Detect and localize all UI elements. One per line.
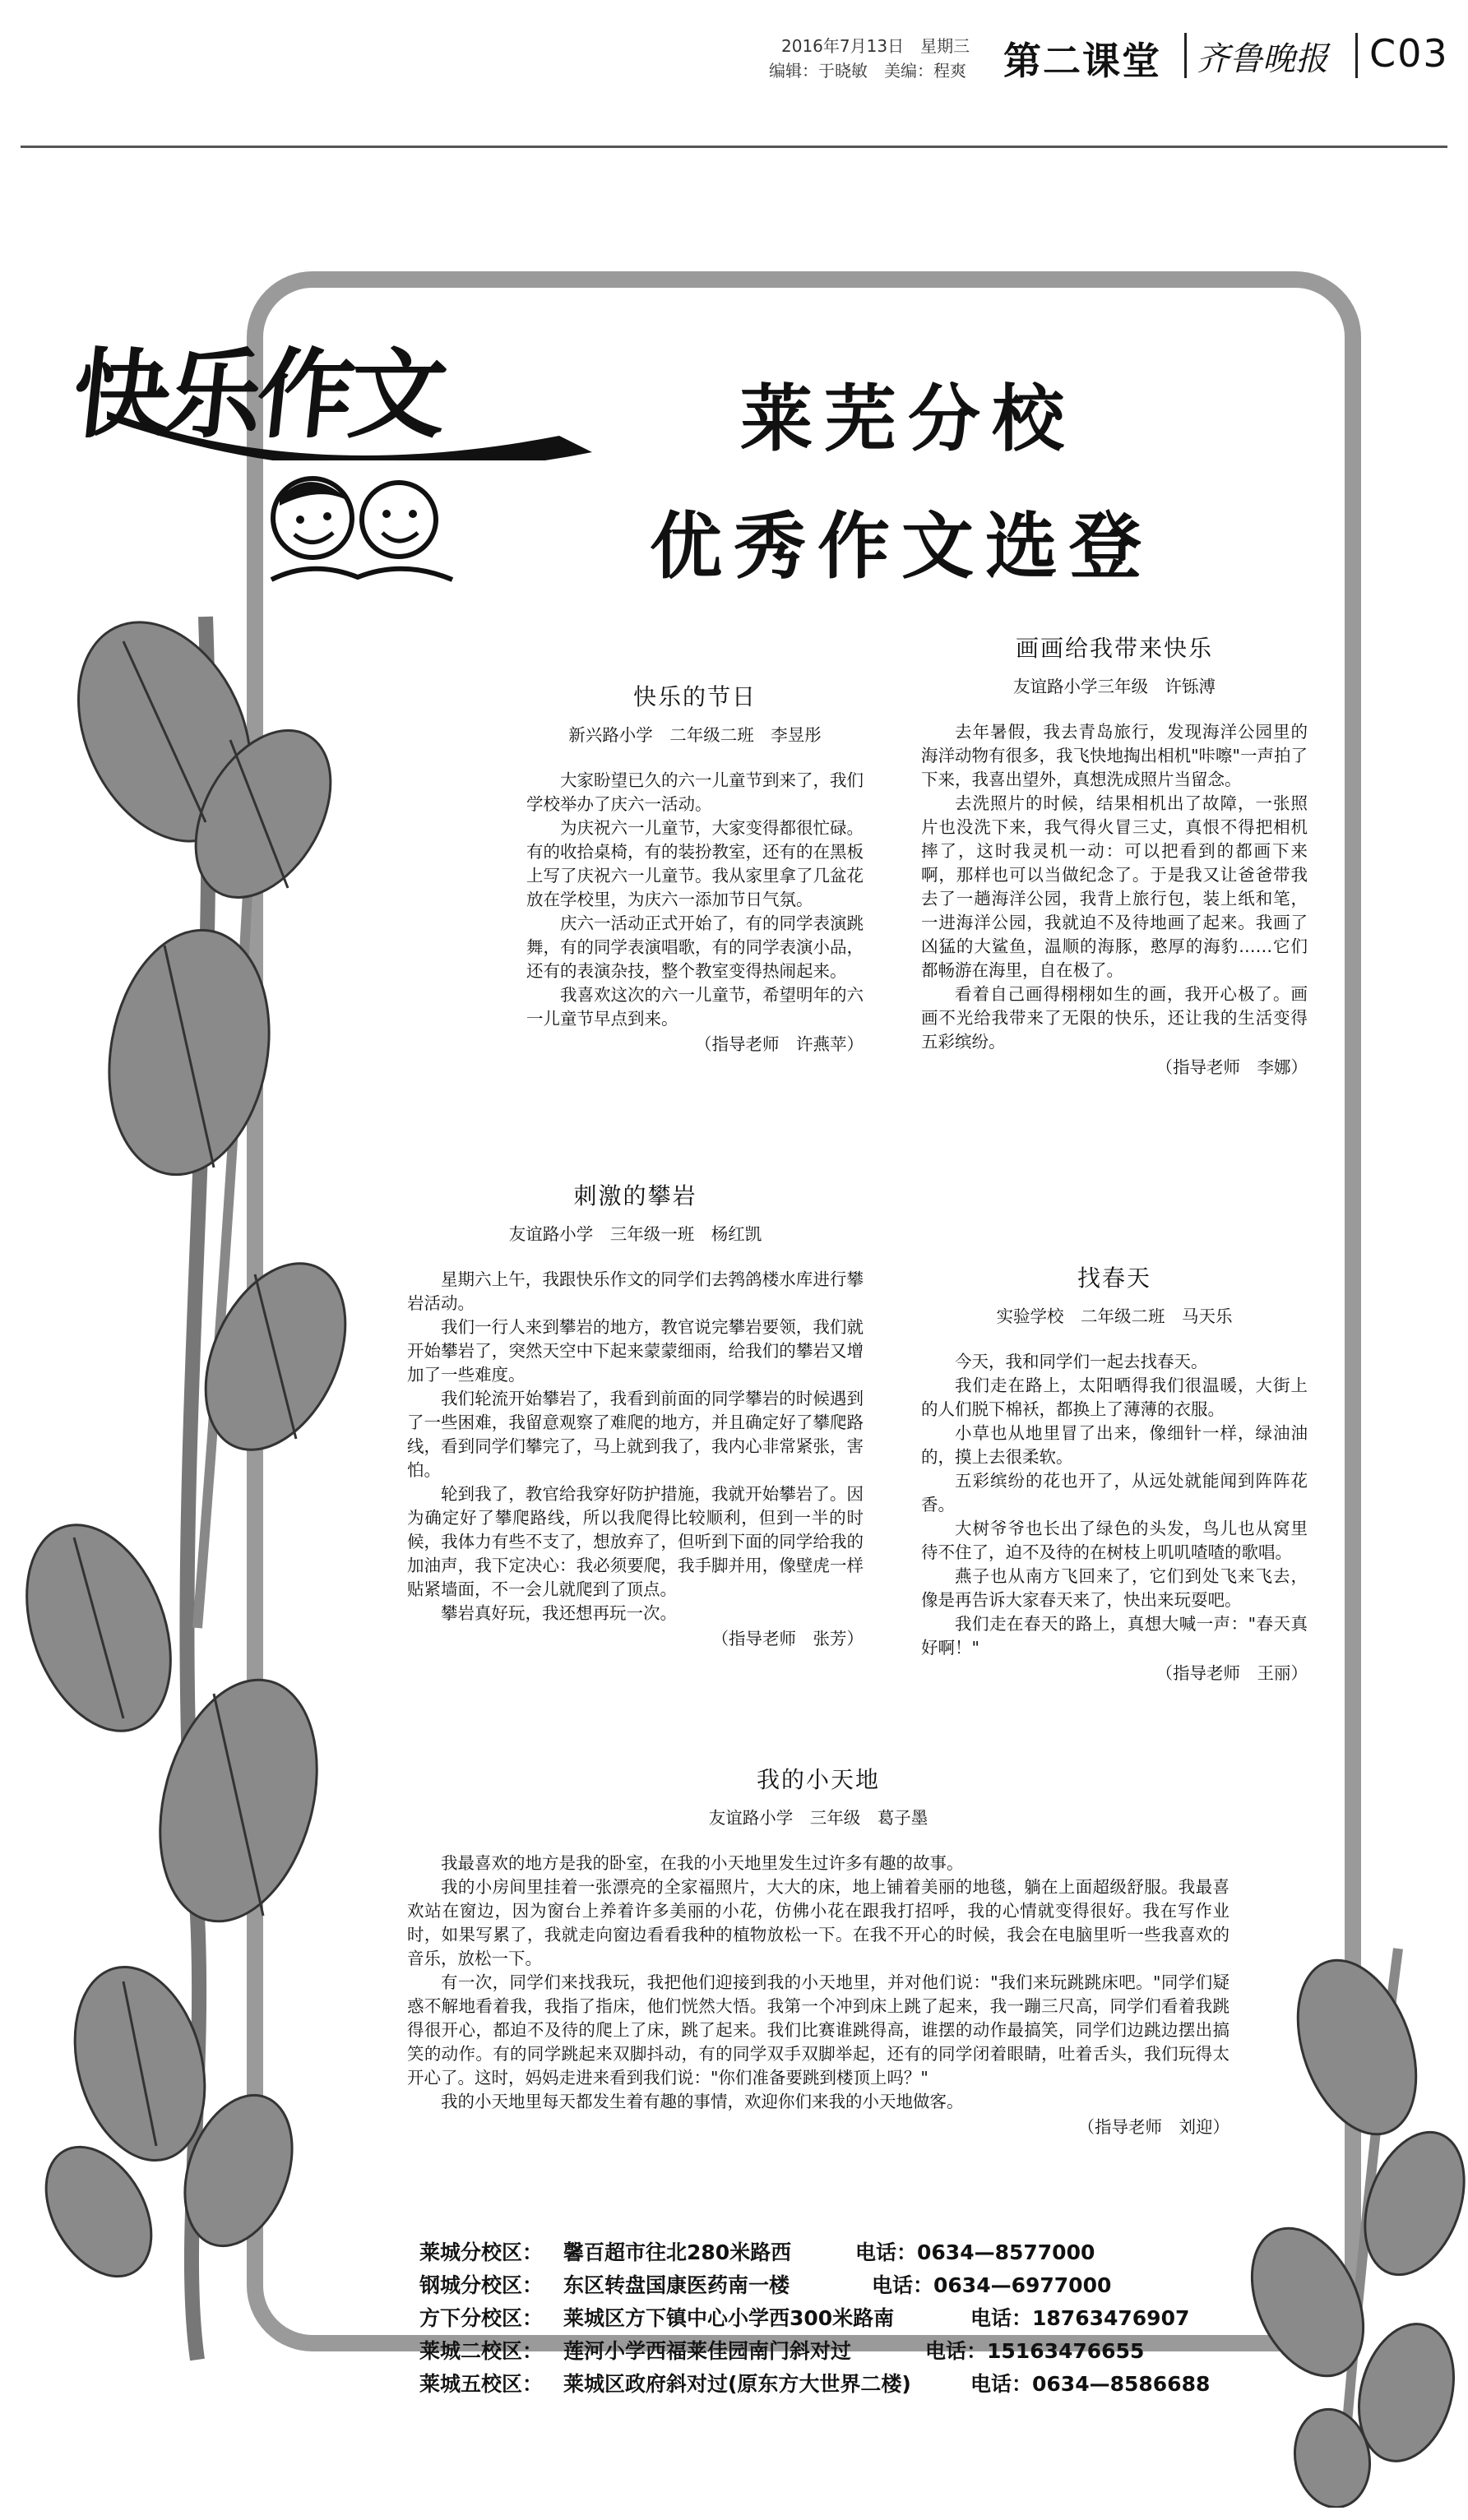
article-happy-festival xyxy=(526,685,864,1057)
phone-label: 电话： xyxy=(872,2273,934,2297)
article-paragraph: 我们轮流开始攀岩了，我看到前面的同学攀岩的时候遇到了一些困难，我留意观察了难爬的地方，并且确定好了攀爬路线，看到同学们攀完了，马上就到我了，我内心非常紧张，害怕。 xyxy=(407,1389,864,1480)
page-number: C03 xyxy=(1369,31,1449,76)
campus-address-row xyxy=(419,2269,1210,2302)
article-paragraph: 小草也从地里冒了出来，像细针一样，绿油油的，摸上去很柔软。 xyxy=(921,1423,1308,1467)
article-paragraph: 庆六一活动正式开始了，有的同学表演跳舞，有的同学表演唱歌，有的同学表演小品，还有的表演杂技，整个教室变得热闹起来。 xyxy=(526,913,864,981)
article-paragraph: 大家盼望已久的六一儿童节到来了，我们学校举办了庆六一活动。 xyxy=(526,770,864,814)
phone-number: 15163476655 xyxy=(987,2339,1145,2363)
article-byline: 友谊路小学三年级 许铄溥 xyxy=(1013,677,1216,696)
phone-label: 电话： xyxy=(970,2306,1033,2330)
article-title: 快乐的节日 xyxy=(632,683,757,710)
phone-number: 0634—8577000 xyxy=(917,2240,1095,2264)
campus-name: 钢城分校区： xyxy=(419,2273,544,2297)
headline-line1: 莱芜分校 xyxy=(740,377,1077,461)
campus-name: 莱城五校区： xyxy=(419,2372,544,2396)
article-paragraph: 我的小房间里挂着一张漂亮的全家福照片，大大的床，地上铺着美丽的地毯，躺在上面超级舒服。我最喜欢站在窗边，因为窗台上养着许多美丽的小花，仿佛小花在跟我打招呼，我的心情就变得很好。我在写作业时，如果写累了，我就走向窗边看看我种的植物放松一下。在我不开心的时候，我会在电脑里听一些我喜欢的音乐，放松一下。 xyxy=(407,1877,1230,1968)
article-rock-climbing xyxy=(407,1184,864,1651)
article-paragraph: 我的小天地里每天都发生着有趣的事情，欢迎你们来我的小天地做客。 xyxy=(441,2092,964,2111)
article-byline: 友谊路小学 三年级一班 杨红凯 xyxy=(508,1224,762,1244)
article-teacher: （指导老师 张芳） xyxy=(711,1629,864,1648)
campus-address: 东区转盘国康医药南一楼 xyxy=(563,2273,790,2297)
campus-address: 莱城区政府斜对过(原东方大世界二楼) xyxy=(563,2372,911,2396)
phone-number: 18763476907 xyxy=(1032,2306,1190,2330)
article-byline: 友谊路小学 三年级 葛子墨 xyxy=(708,1808,928,1828)
article-paragraph: 星期六上午，我跟快乐作文的同学们去鹁鸽楼水库进行攀岩活动。 xyxy=(407,1269,864,1313)
campus-address-row xyxy=(419,2335,1210,2368)
phone-label: 电话： xyxy=(970,2372,1033,2396)
headline-line2: 优秀作文选登 xyxy=(650,504,1154,589)
article-teacher: （指导老师 王丽） xyxy=(1155,1663,1308,1683)
article-paragraph: 我喜欢这次的六一儿童节，希望明年的六一儿童节早点到来。 xyxy=(526,985,864,1029)
leaves-vine-decoration-right xyxy=(1234,1932,1468,2508)
article-paragraph: 我们走在路上，太阳晒得我们很温暖，大街上的人们脱下棉袄，都换上了薄薄的衣服。 xyxy=(921,1376,1308,1419)
campus-name: 莱城二校区： xyxy=(419,2339,544,2363)
campus-address: 莲河小学西福莱佳园南门斜对过 xyxy=(563,2339,852,2363)
editor-credit: 编辑：于晓敏 美编：程爽 xyxy=(769,61,966,81)
campus-address-row xyxy=(419,2302,1210,2335)
article-byline: 新兴路小学 二年级二班 李昱彤 xyxy=(568,725,822,745)
article-title: 找春天 xyxy=(1077,1265,1151,1292)
header-divider xyxy=(1184,33,1187,78)
article-paragraph: 轮到我了，教官给我穿好防护措施，我就开始攀岩了。因为确定好了攀爬路线，所以我爬得比较顺利，但到一半的时候，我体力有些不支了，想放弃了，但听到下面的同学给我的加油声，我下定决心：我必须要爬，我手脚并用，像壁虎一样贴紧墙面，不一会儿就爬到了顶点。 xyxy=(407,1484,864,1599)
article-title: 画画给我带来快乐 xyxy=(1015,635,1213,662)
article-painting-joy xyxy=(921,636,1308,1080)
article-paragraph: 五彩缤纷的花也开了，从远处就能闻到阵阵花香。 xyxy=(921,1471,1308,1514)
article-teacher: （指导老师 刘迎） xyxy=(1077,2117,1230,2137)
header-divider xyxy=(1355,33,1358,78)
section-title: 第二课堂 xyxy=(1003,39,1161,83)
column-title: 快乐作文 xyxy=(67,337,448,451)
article-paragraph: 攀岩真好玩，我还想再玩一次。 xyxy=(441,1603,677,1623)
campus-name: 莱城分校区： xyxy=(419,2240,544,2264)
article-paragraph: 大树爷爷也长出了绿色的头发，鸟儿也从窝里待不住了，迫不及待的在树枝上叽叽喳喳的歌唱。 xyxy=(921,1519,1308,1562)
article-paragraph: 去洗照片的时候，结果相机出了故障，一张照片也没洗下来，我气得火冒三丈，真恨不得把相机摔了，这时我灵机一动：可以把看到的都画下来啊，那样也可以当做纪念了。于是我又让爸爸带我去了一趟海洋公园，我背上旅行包，装上纸和笔，一进海洋公园，我就迫不及待地画了起来。我画了凶猛的大鲨鱼，温顺的海豚，憨厚的海豹……它们都畅游在海里，自在极了。 xyxy=(921,793,1308,980)
article-paragraph: 燕子也从南方飞回来了，它们到处飞来飞去，像是再告诉大家春天来了，快出来玩耍吧。 xyxy=(921,1566,1308,1610)
article-paragraph: 去年暑假，我去青岛旅行，发现海洋公园里的海洋动物有很多，我飞快地掏出相机"咔嚓"一声拍了下来，我喜出望外，真想洗成照片当留念。 xyxy=(921,722,1308,789)
article-paragraph: 我们走在春天的路上，真想大喊一声："春天真好啊！" xyxy=(921,1614,1308,1658)
article-paragraph: 看着自己画得栩栩如生的画，我开心极了。画画不光给我带来了无限的快乐，还让我的生活变得五彩缤纷。 xyxy=(921,984,1308,1052)
article-paragraph: 今天，我和同学们一起去找春天。 xyxy=(955,1352,1208,1371)
leaves-vine-decoration xyxy=(0,600,428,2368)
title-swoosh-decoration xyxy=(99,386,609,460)
article-teacher: （指导老师 许燕苹） xyxy=(695,1034,864,1054)
article-byline: 实验学校 二年级二班 马天乐 xyxy=(996,1306,1233,1326)
article-paragraph: 为庆祝六一儿童节，大家变得都很忙碌。有的收拾桌椅，有的装扮教室，还有的在黑板上写了庆祝六一儿童节。我从家里拿了几盆花放在学校里，为庆六一添加节日气氛。 xyxy=(526,818,864,909)
smiling-faces-icon xyxy=(263,469,469,592)
campus-address: 莱城区方下镇中心小学西300米路南 xyxy=(563,2306,895,2330)
campus-address-row xyxy=(419,2368,1210,2401)
campus-address-list xyxy=(419,2236,1210,2401)
article-paragraph: 我最喜欢的地方是我的卧室，在我的小天地里发生过许多有趣的故事。 xyxy=(441,1853,964,1873)
article-my-little-world xyxy=(407,1768,1230,2139)
issue-date: 2016年7月13日 星期三 xyxy=(781,36,970,56)
phone-label: 电话： xyxy=(925,2339,988,2363)
phone-number: 0634—8586688 xyxy=(1032,2372,1211,2396)
article-paragraph: 有一次，同学们来找我玩，我把他们迎接到我的小天地里，并对他们说："我们来玩跳跳床吧。"同学们疑惑不解地看着我，我指了指床，他们恍然大悟。我第一个冲到床上跳了起来，我一蹦三尺高，同学们看着我跳得很开心，都迫不及待的爬上了床，跳了起来。我们比赛谁跳得高，谁摆的动作最搞笑，同学们边跳边摆出搞笑的动作。有的同学跳起来双脚抖动，有的同学双手双脚举起，还有的同学闭着眼睛，吐着舌头，我们玩得太开心了。这时，妈妈走进来看到我们说："你们准备要跳到楼顶上吗？" xyxy=(407,1972,1230,2088)
header-rule xyxy=(21,146,1447,148)
campus-address: 馨百超市往北280米路西 xyxy=(563,2240,792,2264)
campus-address-row xyxy=(419,2236,1210,2269)
phone-label: 电话： xyxy=(855,2240,918,2264)
phone-number: 0634—6977000 xyxy=(933,2273,1112,2297)
article-title: 刺激的攀岩 xyxy=(573,1182,697,1209)
article-finding-spring xyxy=(921,1266,1308,1685)
newspaper-logo: 齐鲁晚报 xyxy=(1197,40,1328,78)
campus-name: 方下分校区： xyxy=(419,2306,544,2330)
article-paragraph: 我们一行人来到攀岩的地方，教官说完攀岩要领，我们就开始攀岩了，突然天空中下起来蒙蒙细雨，给我们的攀岩又增加了一些难度。 xyxy=(407,1317,864,1385)
article-title: 我的小天地 xyxy=(756,1766,880,1793)
article-teacher: （指导老师 李娜） xyxy=(1155,1057,1308,1077)
